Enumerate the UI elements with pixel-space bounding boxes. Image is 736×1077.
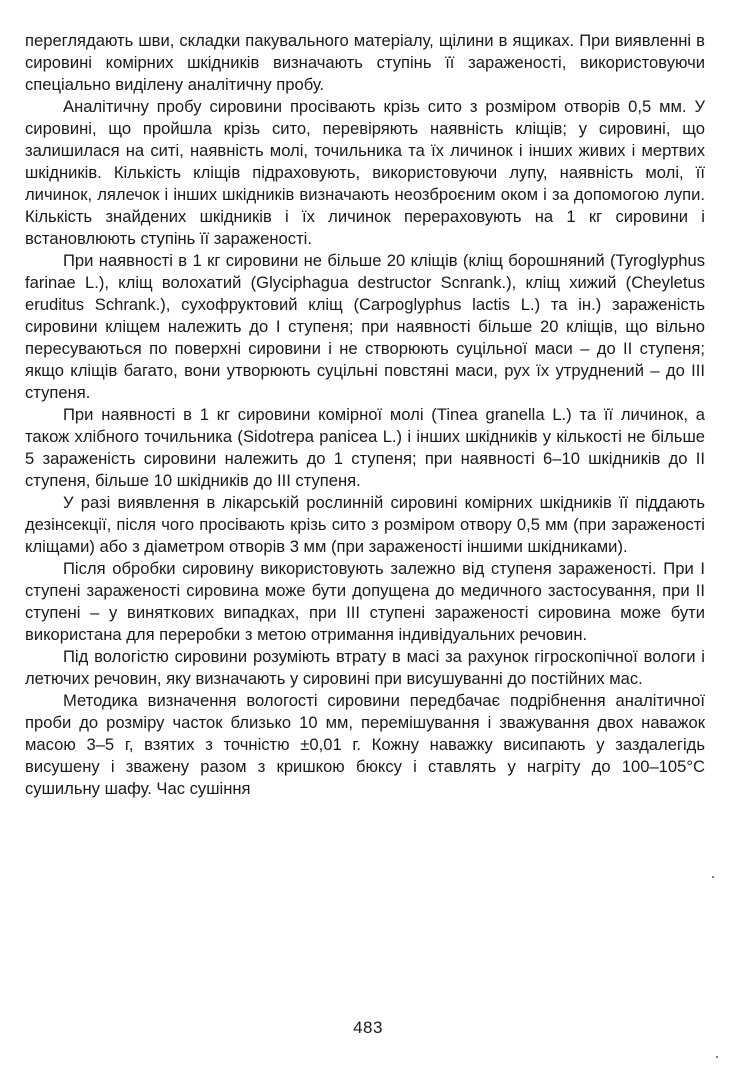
scan-speck [712,876,714,878]
paragraph-1: переглядають шви, складки пакувального матеріалу, щілини в ящиках. При виявленні в сировині комірних шкідників визначають ступінь її зараженості, використовуючи спеціально виділену аналітичну пробу. [25,31,705,94]
paragraph-2: Аналітичну пробу сировини просівають крізь сито з розміром отворів 0,5 мм. У сировині, що пройшла крізь сито, перевіряють наявність кліщів; у сировині, що залишилася на ситі, наявність молі, точильника та їх личинок і інших живих і мертвих шкідників. Кількість кліщів підраховують, використовуючи лупу, наявність молі, її личинок, лялечок і інших шкідників визначають неозброєним оком і за допомогою лупи. Кількість знайдених шкідників і їх личинок перераховують на 1 кг сировини і встановлюють ступінь її зараженості. [25,97,705,248]
paragraph-8: Методика визначення вологості сировини передбачає подрібнення аналітичної проби до розміру часток близько 10 мм, перемішування і зважування двох наважок масою 3–5 г, взятих з точністю ±0,01 г. Кожну наважку висипають у заздалегідь висушену і зважену разом з кришкою бюксу і ставлять у нагріту до 100–105°С сушильну шафу. Час сушіння [25,691,705,798]
paragraph-4: При наявності в 1 кг сировини комірної молі (Tinea granella L.) та її личинок, а також хлібного точильника (Sidotrepa panicea L.) і інших шкідників у кількості не більше 5 зараженість сировини належить до 1 ступеня; при наявності 6–10 шкідників до II ступеня, більше 10 шкідників до III ступеня. [25,405,705,490]
paragraph-6: Після обробки сировину використовують залежно від ступеня зараженості. При І ступені зараженості сировина може бути допущена до медичного застосування, при II ступені – у виняткових випадках, при III ступені зараженості сировина може бути використана для переробки з метою отримання індивідуальних речовин. [25,559,705,644]
paragraph-5: У разі виявлення в лікарській рослинній сировині комірних шкідників її піддають дезінсекції, після чого просівають крізь сито з розміром отвору 0,5 мм (при зараженості кліщами) або з діаметром отворів 3 мм (при зараженості іншими шкідниками). [25,493,705,556]
scan-speck [716,1056,718,1058]
paragraph-3: При наявності в 1 кг сировини не більше 20 кліщів (кліщ борошняний (Tyroglyphus farinae L.), кліщ волохатий (Glyciphagua destructor Scnrank.), кліщ хижий (Cheyletus eruditus Schrank.), сухофруктовий кліщ (Carpoglyphus lactis L.) та ін.) зараженість сировини кліщем належить до І ступеня; при наявності більше 20 кліщів, що вільно пересуваються по поверхні сировини і не створюють суцільної маси – до II ступеня; якщо кліщів багато, вони утворюють суцільні повстяні маси, рух їх утруднений – до III ступеня. [25,251,705,402]
page-number: 483 [353,1018,383,1037]
body-text [25,30,705,800]
paragraph-7: Під вологістю сировини розуміють втрату в масі за рахунок гігроскопічної вологи і летючих речовин, яку визначають у сировині при висушуванні до постійних мас. [25,647,705,688]
